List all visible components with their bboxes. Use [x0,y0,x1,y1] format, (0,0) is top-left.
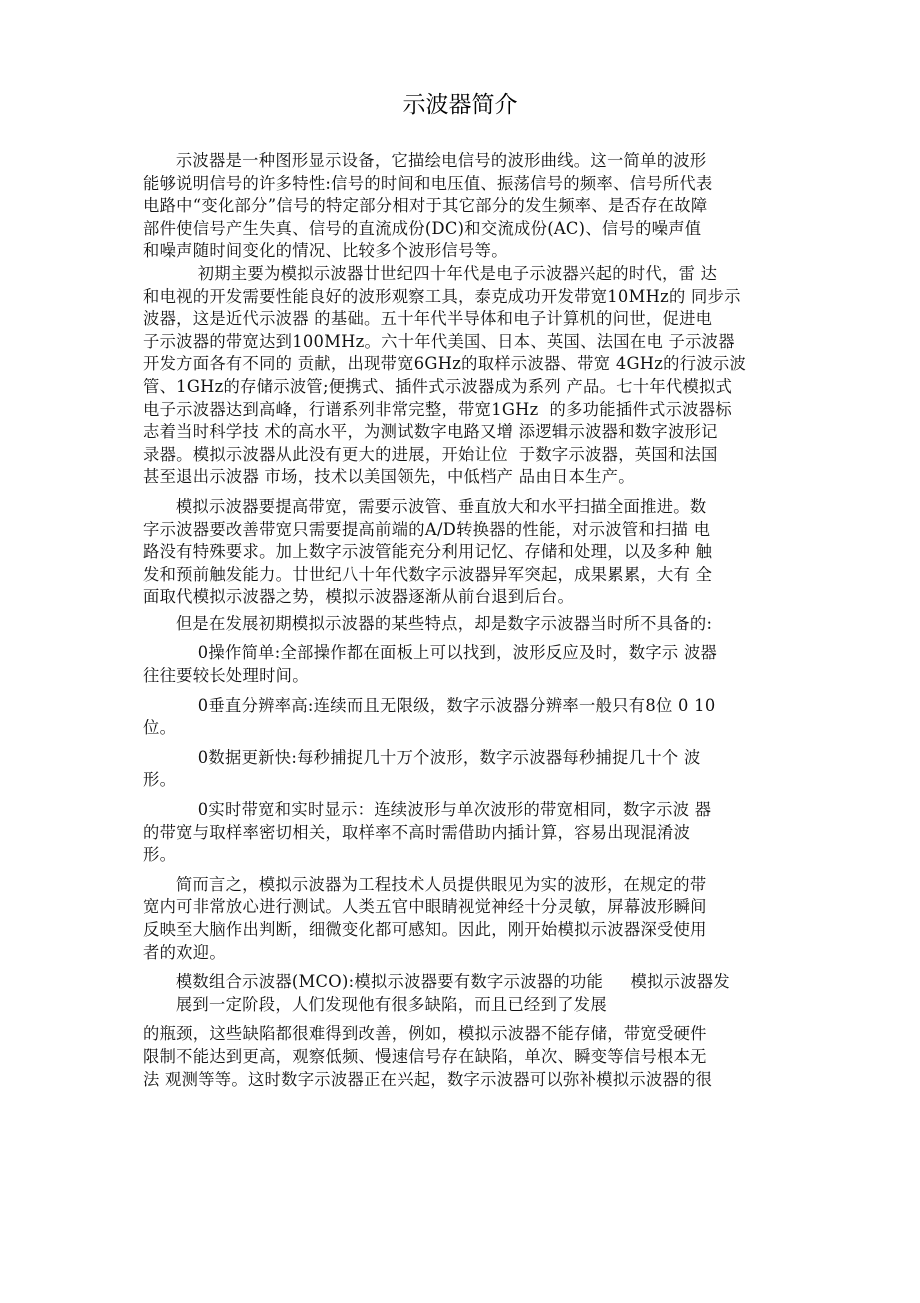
text-line: 模拟示波器要提高带宽，需要示波管、垂直放大和水平扫描全面推进。数 [143,496,707,516]
text-line: 0垂直分辨率高:连续而且无限级，数字示波器分辨率一般只有8位 0 10 [143,695,716,715]
document-body [143,150,783,1091]
list-item-feature-2 [143,695,783,740]
text-line: 形。 [143,845,177,865]
text-line: 0实时带宽和实时显示：连续波形与单次波形的带宽相同，数字示波 器 [143,800,712,820]
text-line: 电子示波器达到高峰，行谱系列非常完整，带宽1GHz 的多功能插件式示波器标 [143,399,732,419]
text-line: 波器，这是近代示波器 的基础。五十年代半导体和电子计算机的问世，促进电 [143,309,713,329]
text-line: 示波器是一种图形显示设备，它描绘电信号的波形曲线。这一简单的波形 [143,151,707,170]
text-line: 和电视的开发需要性能良好的波形观察工具，泰克成功开发带宽10MHz的 同步示 [143,286,741,306]
list-item-feature-1 [143,642,783,687]
text-line: 能够说明信号的许多特性:信号的时间和电压值、振荡信号的频率、信号所代表 [143,173,713,193]
text-line: 限制不能达到更高，观察低频、慢速信号存在缺陷，单次、瞬变等信号根本无 [143,1046,707,1066]
text-line: 志着当时科学技 术的高水平，为测试数字电路又增 添逻辑示波器和数字波形记 [143,422,718,442]
text-line: 宽内可非常放心进行测试。人类五官中眼睛视觉神经十分灵敏，屏幕波形瞬间 [143,897,707,917]
text-line: 部件使信号产生失真、信号的直流成份(DC)和交流成份(AC)、信号的噪声值 [143,218,702,238]
text-line: 模数组合示波器(MCO):模拟示波器要有数字示波器的功能 模拟示波器发 [143,972,730,992]
text-line: 甚至退出示波器 市场，技术以美国领先，中低档产 品由日本生产。 [143,467,635,487]
text-line: 展到一定阶段，人们发现他有很多缺陷，而且已经到了发展 [143,994,607,1014]
text-line: 位。 [143,718,177,738]
text-line: 者的欢迎。 [143,942,226,962]
text-line: 子示波器的带宽达到100MHz。六十年代美国、日本、英国、法国在电 子示波器 [143,331,735,351]
text-line: 的带宽与取样率密切相关，取样率不高时需借助内插计算，容易出现混淆波 [143,822,691,842]
text-line: 电路中“变化部分”信号的特定部分相对于其它部分的发生频率、是否存在故障 [143,196,708,216]
text-line: 和噪声随时间变化的情况、比较多个波形信号等。 [143,241,508,261]
text-line: 0操作简单:全部操作都在面板上可以找到，波形反应及时，数字示 波器 [143,643,718,663]
paragraph-summary [143,874,783,964]
text-line: 开发方面各有不同的 贡献，出现带宽6GHz的取样示波器、带宽 4GHz的行波示波 [143,354,747,374]
paragraph-mco-continued [143,1023,783,1091]
text-line: 法 观测等等。这时数字示波器正在兴起，数字示波器可以弥补模拟示波器的很 [143,1069,713,1089]
paragraph-mco [143,971,783,1016]
list-item-feature-4 [143,799,783,867]
text-line: 但是在发展初期模拟示波器的某些特点，却是数字示波器当时所不具备的: [143,613,713,633]
text-line: 初期主要为模拟示波器廿世纪四十年代是电子示波器兴起的时代，雷 达 [143,263,718,283]
paragraph-features-intro [143,613,783,636]
text-line: 录器。模拟示波器从此没有更大的进展，开始让位 于数字示波器，英国和法国 [143,444,718,464]
list-item-feature-3 [143,747,783,792]
text-line: 0数据更新快:每秒捕捉几十万个波形，数字示波器每秒捕捉几十个 波 [143,747,701,767]
text-line: 反映至大脑作出判断，细微变化都可感知。因此，刚开始模拟示波器深受使用 [143,920,707,939]
paragraph-history [143,263,783,489]
text-line: 发和预前触发能力。廿世纪八十年代数字示波器异军突起，成果累累，大有 全 [143,564,713,584]
text-line: 路没有特殊要求。加上数字示波管能充分利用记忆、存储和处理，以及多种 触 [143,542,713,562]
text-line: 管、1GHz的存储示波管;便携式、插件式示波器成为系列 产品。七十年代模拟式 [143,376,733,396]
text-line: 面取代模拟示波器之势，模拟示波器逐渐从前台退到后台。 [143,587,575,607]
text-line: 字示波器要改善带宽只需要提高前端的A/D转换器的性能，对示波管和扫描 电 [143,519,711,539]
text-line: 的瓶颈，这些缺陷都很难得到改善，例如，模拟示波器不能存储，带宽受硬件 [143,1024,707,1044]
paragraph-intro [143,150,783,263]
page-title: 示波器简介 [402,92,518,118]
paragraph-comparison [143,496,783,609]
text-line: 往往要较长处理时间。 [143,666,309,686]
text-line: 简而言之，模拟示波器为工程技术人员提供眼见为实的波形，在规定的带 [143,874,707,894]
text-line: 形。 [143,770,177,790]
